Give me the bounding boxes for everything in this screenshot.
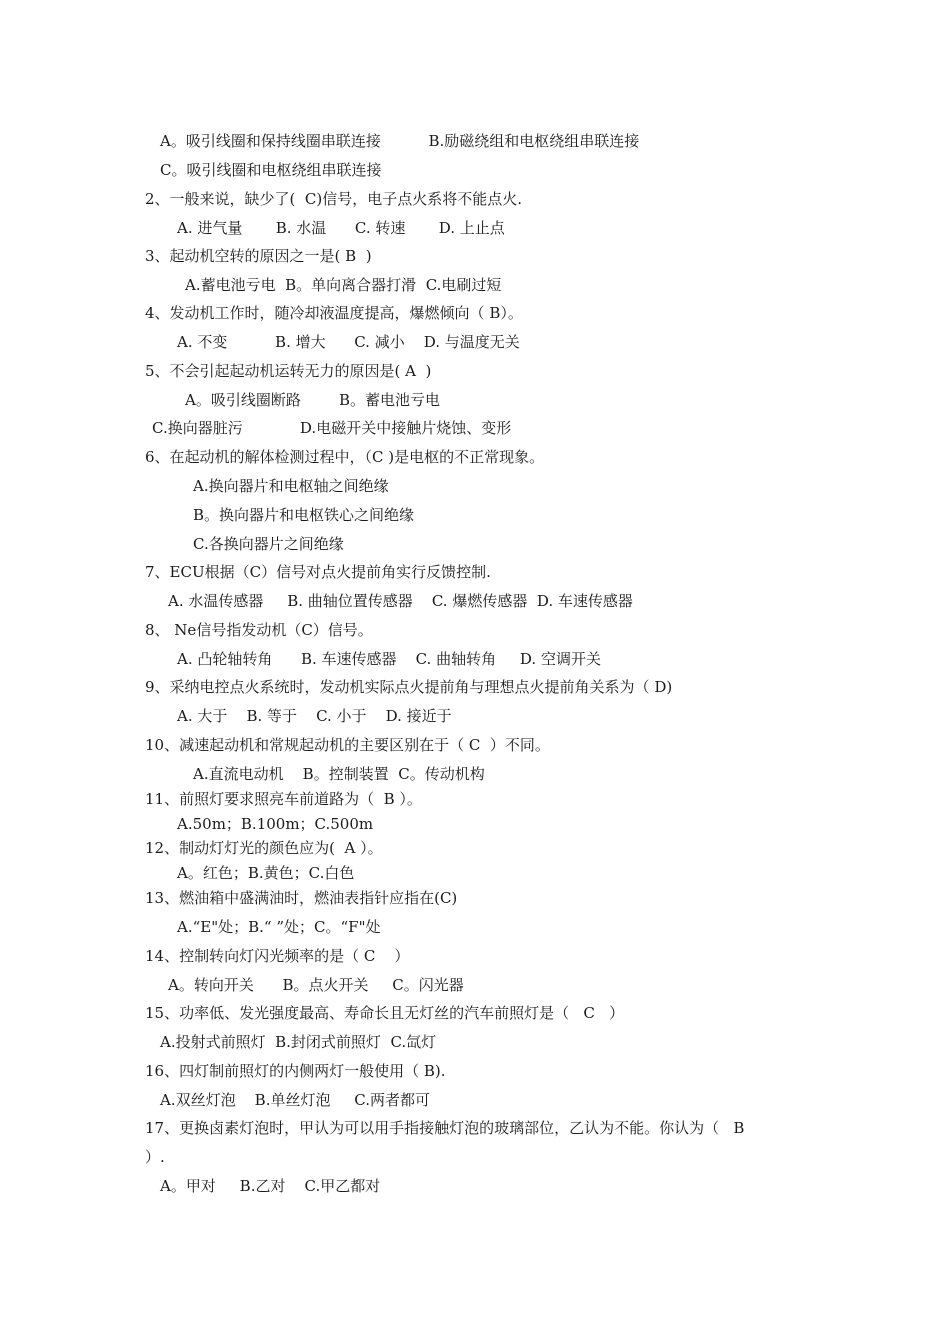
options-q5-cd: C.换向器脏污 D.电磁开关中接触片烧蚀、变形	[152, 419, 512, 437]
options-q8: A. 凸轮轴转角 B. 车速传感器 C. 曲轴转角 D. 空调开关	[177, 650, 601, 668]
options-q14: A。转向开关 B。点火开关 C。闪光器	[168, 976, 464, 994]
question-5: 5、不会引起起动机运转无力的原因是( A )	[145, 362, 432, 380]
options-q4: A. 不变 B. 增大 C. 减小 D. 与温度无关	[177, 333, 520, 351]
options-q17: A。甲对 B.乙对 C.甲乙都对	[160, 1177, 381, 1195]
question-3: 3、起动机空转的原因之一是( B )	[145, 247, 372, 265]
options-q13: A.“E"处；B.“ ”处；C。“F"处	[177, 918, 381, 936]
question-9: 9、采纳电控点火系统时，发动机实际点火提前角与理想点火提前角关系为（ D)	[145, 678, 673, 696]
question-8: 8、 Ne信号指发动机（C）信号。	[145, 621, 373, 639]
question-6: 6、在起动机的解体检测过程中，（C )是电枢的不正常现象。	[145, 448, 545, 466]
options-q11: A.50m；B.100m；C.500m	[177, 815, 374, 833]
question-12: 12、制动灯灯光的颜色应为( A ）。	[145, 839, 383, 857]
option-q6-a: A.换向器片和电枢轴之间绝缘	[193, 477, 389, 495]
question-10: 10、减速起动机和常规起动机的主要区别在于（ C ）不同。	[145, 736, 550, 754]
option-q6-c: C.各换向器片之间绝缘	[193, 535, 344, 553]
question-13: 13、燃油箱中盛满油时，燃油表指针应指在(C)	[145, 889, 458, 907]
question-11: 11、前照灯要求照亮车前道路为（ B ）。	[145, 790, 422, 808]
question-14: 14、控制转向灯闪光频率的是（ C ）	[145, 947, 410, 965]
options-q16: A.双丝灯泡 B.单丝灯泡 C.两者都可	[160, 1091, 431, 1109]
answer-line-q1-ab: A。吸引线圈和保持线圈串联连接 B.励磁绕组和电枢绕组串联连接	[160, 132, 640, 150]
question-2: 2、一般来说，缺少了( C)信号，电子点火系将不能点火.	[145, 190, 523, 208]
options-q10: A.直流电动机 B。控制装置 C。传动机构	[193, 765, 485, 783]
options-q5-ab: A。吸引线圈断路 B。蓄电池亏电	[185, 391, 441, 409]
answer-line-q1-c: C。吸引线圈和电枢绕组串联连接	[160, 161, 382, 179]
options-q3: A.蓄电池亏电 B。单向离合器打滑 C.电刷过短	[185, 276, 502, 294]
question-16: 16、四灯制前照灯的内侧两灯一般使用（ B).	[145, 1062, 446, 1080]
question-4: 4、发动机工作时，随冷却液温度提高，爆燃倾向（ B）。	[145, 304, 523, 322]
options-q7: A. 水温传感器 B. 曲轴位置传感器 C. 爆燃传感器 D. 车速传感器	[168, 592, 633, 610]
question-17-continued: ）.	[145, 1148, 165, 1166]
options-q15: A.投射式前照灯 B.封闭式前照灯 C.氙灯	[160, 1033, 437, 1051]
options-q2: A. 进气量 B. 水温 C. 转速 D. 上止点	[177, 219, 505, 237]
question-17: 17、更换卤素灯泡时，甲认为可以用手指接触灯泡的玻璃部位，乙认为不能。你认为（ B	[145, 1119, 745, 1137]
question-7: 7、ECU根据（C）信号对点火提前角实行反馈控制.	[145, 563, 491, 581]
question-15: 15、功率低、发光强度最高、寿命长且无灯丝的汽车前照灯是（ C ）	[145, 1004, 625, 1022]
options-q9: A. 大于 B. 等于 C. 小于 D. 接近于	[177, 707, 452, 725]
options-q12: A。红色；B.黄色；C.白色	[177, 864, 355, 882]
option-q6-b: B。换向器片和电枢铁心之间绝缘	[193, 506, 415, 524]
